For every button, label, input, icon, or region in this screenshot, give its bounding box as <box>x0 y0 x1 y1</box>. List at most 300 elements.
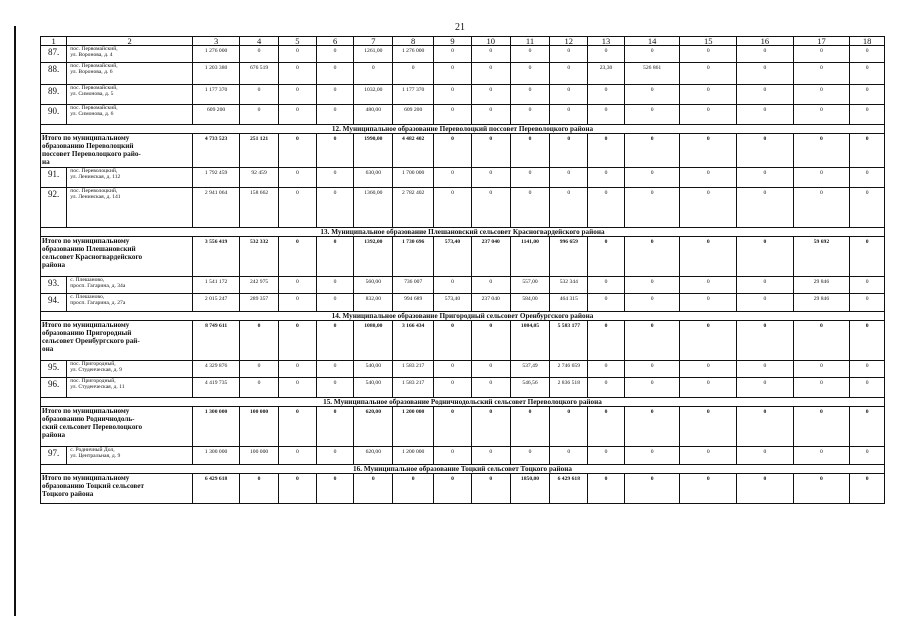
table-cell: 0 <box>316 63 354 85</box>
table-cell: 0 <box>793 378 850 398</box>
table-cell: 0 <box>850 168 885 188</box>
table-cell: 0 <box>278 85 316 105</box>
table-cell: 0 <box>588 321 625 361</box>
table-cell: 1850,00 <box>510 474 550 504</box>
table-cell: 0 <box>316 85 354 105</box>
table-cell: 0 <box>793 85 850 105</box>
table-cell: 0 <box>550 188 588 228</box>
address-cell <box>67 447 193 465</box>
address-cell <box>67 277 193 294</box>
table-cell: 0 <box>850 407 885 447</box>
table-cell: 526 861 <box>624 63 680 85</box>
table-cell: 0 <box>550 447 588 465</box>
table-cell: 242 975 <box>240 277 279 294</box>
address-line: ул. Центральная, д. 9 <box>70 453 121 460</box>
table-cell: 0 <box>850 474 885 504</box>
column-header: 5 <box>278 37 316 46</box>
table-cell: 3 556 419 <box>193 237 240 277</box>
table-cell: 0 <box>793 168 850 188</box>
table-cell: 0 <box>793 361 850 378</box>
table-cell: 0 <box>471 85 510 105</box>
table-cell: 0 <box>737 105 794 125</box>
column-header: 7 <box>354 37 393 46</box>
table-cell: 1 583 217 <box>393 361 434 378</box>
table-cell: 0 <box>278 294 316 312</box>
address-line: пос. Первомайский, <box>70 46 118 52</box>
table-cell: 1084,05 <box>510 321 550 361</box>
table-cell: 0 <box>624 188 680 228</box>
table-cell: 0 <box>793 407 850 447</box>
capital-repair-table <box>40 36 885 504</box>
table-cell: 0 <box>680 277 737 294</box>
table-cell: 0 <box>278 105 316 125</box>
table-cell: 1 300 000 <box>193 447 240 465</box>
table-cell: 0 <box>316 168 354 188</box>
address-cell <box>67 63 193 85</box>
column-header: 2 <box>67 37 193 46</box>
table-cell: 23,30 <box>588 63 625 85</box>
table-row <box>41 188 885 228</box>
table-cell: 5 583 177 <box>550 321 588 361</box>
total-label-line: образованию Тоцкий сельсовет <box>42 482 145 490</box>
table-cell: 0 <box>737 188 794 228</box>
table-cell: 0 <box>316 474 354 504</box>
table-cell: 0 <box>624 361 680 378</box>
table-cell: 0 <box>737 63 794 85</box>
table-row <box>41 294 885 312</box>
table-cell: 464 315 <box>550 294 588 312</box>
address-line: ул. Ленинская, д. 141 <box>70 194 121 201</box>
address-line: пос. Переволоцкий, <box>70 168 118 174</box>
table-cell: 0 <box>510 105 550 125</box>
table-cell: 0 <box>588 407 625 447</box>
table-cell: 0 <box>316 105 354 125</box>
table-cell: 584,00 <box>510 294 550 312</box>
table-cell: 0 <box>510 188 550 228</box>
table-cell: 0 <box>278 474 316 504</box>
table-cell: 1392,00 <box>354 237 393 277</box>
section-title: 16. Муниципальное образование Тоцкий сельсовет Тоцкого района <box>41 465 885 474</box>
table-cell: 0 <box>680 46 737 63</box>
table-cell: 0 <box>850 105 885 125</box>
column-header: 4 <box>240 37 279 46</box>
table-cell: 996 659 <box>550 237 588 277</box>
table-cell: 0 <box>471 188 510 228</box>
column-header: 16 <box>737 37 794 46</box>
table-row <box>41 168 885 188</box>
table-cell: 0 <box>793 188 850 228</box>
table-cell: 0 <box>393 63 434 85</box>
table-cell: 1 177 370 <box>193 85 240 105</box>
table-cell: 0 <box>354 63 393 85</box>
total-label-line: сельсовет Оренбургского рай- <box>42 337 140 345</box>
table-cell: 0 <box>588 277 625 294</box>
table-cell: 0 <box>434 105 472 125</box>
table-cell: 0 <box>240 378 279 398</box>
table-cell: 0 <box>624 168 680 188</box>
table-cell: 0 <box>737 378 794 398</box>
total-label-line: Итого по муниципальному <box>42 407 130 415</box>
table-cell: 0 <box>624 378 680 398</box>
column-header: 15 <box>680 37 737 46</box>
table-row <box>41 63 885 85</box>
table-cell: 1990,00 <box>354 134 393 168</box>
table-cell: 0 <box>316 134 354 168</box>
table-cell: 0 <box>434 474 472 504</box>
table-cell: 0 <box>240 361 279 378</box>
table-cell: 0 <box>850 277 885 294</box>
table-cell: 0 <box>278 378 316 398</box>
column-header: 14 <box>624 37 680 46</box>
address-line: ул. Воронова, д. 6 <box>70 69 113 76</box>
address-line: пос. Первомайский, <box>70 85 118 91</box>
address-line: ул. Студенческая, д. 9 <box>70 367 122 374</box>
table-cell: 0 <box>588 105 625 125</box>
table-cell: 0 <box>550 85 588 105</box>
total-row <box>41 407 885 447</box>
total-row <box>41 321 885 361</box>
table-cell: 573,40 <box>434 237 472 277</box>
table-cell: 1 792 459 <box>193 168 240 188</box>
table-cell: 0 <box>737 447 794 465</box>
table-cell: 0 <box>510 85 550 105</box>
table-cell: 6 429 618 <box>550 474 588 504</box>
table-row <box>41 46 885 63</box>
section-row <box>41 398 885 407</box>
table-cell: 1 276 000 <box>393 46 434 63</box>
row-number: 92. <box>41 188 67 228</box>
address-line: ул. Воронова, д. 4 <box>70 52 113 59</box>
table-cell: 736 007 <box>393 277 434 294</box>
table-cell: 0 <box>316 378 354 398</box>
total-label-line: она <box>42 345 54 353</box>
table-cell: 0 <box>550 407 588 447</box>
address-line: с. Родничный Дол, <box>70 447 115 453</box>
table-cell: 0 <box>510 407 550 447</box>
table-cell: 0 <box>240 85 279 105</box>
total-label-line: поссовет Переволоцкого райо- <box>42 150 141 158</box>
table-cell: 2 015 247 <box>193 294 240 312</box>
table-cell: 29 846 <box>793 277 850 294</box>
row-number: 95. <box>41 361 67 378</box>
table-cell: 0 <box>680 447 737 465</box>
table-cell: 0 <box>588 188 625 228</box>
table-cell: 832,00 <box>354 294 393 312</box>
table-cell: 4 419 735 <box>193 378 240 398</box>
table-cell: 237 040 <box>471 294 510 312</box>
total-label-line: сельсовет Красногвардейского <box>42 253 143 261</box>
address-line: пос. Пригородный, <box>70 378 116 384</box>
table-cell: 0 <box>550 134 588 168</box>
address-line: просп. Гагарина, д. 27а <box>70 300 126 307</box>
table-cell: 0 <box>850 321 885 361</box>
table-cell: 0 <box>588 361 625 378</box>
column-header: 13 <box>588 37 625 46</box>
table-cell: 1 583 217 <box>393 378 434 398</box>
column-header: 6 <box>316 37 354 46</box>
section-row <box>41 228 885 237</box>
address-line: пос. Первомайский, <box>70 105 118 111</box>
table-cell: 0 <box>737 168 794 188</box>
row-number: 96. <box>41 378 67 398</box>
table-cell: 0 <box>588 294 625 312</box>
table-cell: 0 <box>510 447 550 465</box>
table-cell: 0 <box>850 188 885 228</box>
table-cell: 0 <box>850 85 885 105</box>
table-cell: 1 276 000 <box>193 46 240 63</box>
table-cell: 0 <box>316 277 354 294</box>
table-row <box>41 105 885 125</box>
table-cell: 0 <box>793 321 850 361</box>
table-cell: 0 <box>550 105 588 125</box>
table-cell: 0 <box>278 188 316 228</box>
row-number: 90. <box>41 105 67 125</box>
table-cell: 2 782 402 <box>393 188 434 228</box>
table-cell: 0 <box>793 447 850 465</box>
table-cell: 0 <box>434 168 472 188</box>
total-label <box>41 407 193 447</box>
table-cell: 0 <box>510 168 550 188</box>
table-cell: 0 <box>793 46 850 63</box>
table-cell: 0 <box>471 361 510 378</box>
table-cell: 540,00 <box>354 378 393 398</box>
table-cell: 0 <box>471 105 510 125</box>
total-label-line: Тоцкого района <box>42 490 94 498</box>
table-cell: 0 <box>680 85 737 105</box>
table-cell: 0 <box>737 237 794 277</box>
table-cell: 6 429 618 <box>193 474 240 504</box>
table-cell: 557,00 <box>510 277 550 294</box>
table-cell: 1080,00 <box>354 321 393 361</box>
table-cell: 0 <box>434 361 472 378</box>
column-header: 8 <box>393 37 434 46</box>
table-cell: 3 166 434 <box>393 321 434 361</box>
address-cell <box>67 188 193 228</box>
table-cell: 0 <box>850 237 885 277</box>
table-cell: 0 <box>471 321 510 361</box>
table-cell: 0 <box>471 474 510 504</box>
table-cell: 0 <box>588 134 625 168</box>
table-cell: 0 <box>624 474 680 504</box>
table-cell: 8 749 611 <box>193 321 240 361</box>
table-cell: 0 <box>278 407 316 447</box>
table-cell: 0 <box>434 46 472 63</box>
table-cell: 0 <box>850 294 885 312</box>
table-cell: 0 <box>434 378 472 398</box>
table-cell: 0 <box>737 134 794 168</box>
table-cell: 0 <box>624 277 680 294</box>
table-cell: 0 <box>737 407 794 447</box>
table-cell: 0 <box>737 321 794 361</box>
row-number: 93. <box>41 277 67 294</box>
table-cell: 0 <box>680 188 737 228</box>
table-cell: 1 200 000 <box>393 447 434 465</box>
table-cell: 0 <box>624 134 680 168</box>
address-cell <box>67 361 193 378</box>
table-cell: 1 300 000 <box>193 407 240 447</box>
address-cell <box>67 46 193 63</box>
table-cell: 0 <box>624 407 680 447</box>
table-cell: 0 <box>278 237 316 277</box>
total-label-line: Итого по муниципальному <box>42 237 130 245</box>
table-cell: 0 <box>588 168 625 188</box>
total-label-line: образованию Плешановский <box>42 245 136 253</box>
table-cell: 1 541 172 <box>193 277 240 294</box>
table-cell: 540,00 <box>354 361 393 378</box>
column-header: 1 <box>41 37 67 46</box>
total-label-line: образованию Родничнодоль- <box>42 415 135 423</box>
table-cell: 0 <box>434 85 472 105</box>
table-cell: 0 <box>624 447 680 465</box>
table-cell: 0 <box>737 46 794 63</box>
table-cell: 0 <box>510 63 550 85</box>
table-cell: 0 <box>471 447 510 465</box>
table-cell: 0 <box>471 407 510 447</box>
table-cell: 0 <box>624 294 680 312</box>
table-cell: 0 <box>680 361 737 378</box>
table-cell: 0 <box>680 407 737 447</box>
total-row <box>41 237 885 277</box>
table-cell: 0 <box>434 63 472 85</box>
address-line: с. Плешаново, <box>70 294 105 300</box>
total-label-line: образованию Переволоцкий <box>42 142 134 150</box>
table-cell: 1032,00 <box>354 85 393 105</box>
total-label-line: на <box>42 158 50 166</box>
address-line: пос. Пригородный, <box>70 361 116 367</box>
table-cell: 0 <box>316 188 354 228</box>
total-label-line: района <box>42 261 66 269</box>
table-cell: 0 <box>680 378 737 398</box>
table-cell: 532 332 <box>240 237 279 277</box>
table-cell: 1 700 000 <box>393 168 434 188</box>
column-header: 3 <box>193 37 240 46</box>
table-cell: 0 <box>434 321 472 361</box>
section-row <box>41 312 885 321</box>
table-cell: 0 <box>316 447 354 465</box>
address-line: пос. Первомайский, <box>70 63 118 69</box>
table-cell: 0 <box>850 447 885 465</box>
table-cell: 0 <box>680 321 737 361</box>
table-cell: 1 200 000 <box>393 407 434 447</box>
section-title: 12. Муниципальное образование Переволоцкий поссовет Переволоцкого района <box>41 125 885 134</box>
row-number: 94. <box>41 294 67 312</box>
table-cell: 4 329 876 <box>193 361 240 378</box>
table-cell: 1141,00 <box>510 237 550 277</box>
table-cell: 0 <box>680 105 737 125</box>
table-cell: 0 <box>354 474 393 504</box>
table-row <box>41 85 885 105</box>
table-cell: 158 662 <box>240 188 279 228</box>
table-cell: 2 941 064 <box>193 188 240 228</box>
total-label <box>41 237 193 277</box>
table-cell: 1 203 380 <box>193 63 240 85</box>
table-cell: 630,00 <box>354 168 393 188</box>
table-cell: 0 <box>510 46 550 63</box>
table-cell: 0 <box>471 46 510 63</box>
table-cell: 0 <box>240 105 279 125</box>
table-cell: 0 <box>850 134 885 168</box>
table-cell: 2 746 659 <box>550 361 588 378</box>
table-cell: 1261,00 <box>354 46 393 63</box>
table-cell: 1 730 696 <box>393 237 434 277</box>
table-cell: 0 <box>588 237 625 277</box>
row-number: 88. <box>41 63 67 85</box>
total-label-line: ский сельсовет Переволоцкого <box>42 423 143 431</box>
table-body <box>41 37 885 504</box>
row-number: 87. <box>41 46 67 63</box>
address-line: ул. Ленинская, д. 112 <box>70 174 121 181</box>
table-cell: 480,00 <box>354 105 393 125</box>
table-cell: 0 <box>278 277 316 294</box>
table-cell: 0 <box>550 168 588 188</box>
total-row <box>41 134 885 168</box>
table-cell: 0 <box>624 321 680 361</box>
total-label <box>41 134 193 168</box>
table-cell: 0 <box>240 321 279 361</box>
column-header: 12 <box>550 37 588 46</box>
table-cell: 532 344 <box>550 277 588 294</box>
table-cell: 0 <box>850 361 885 378</box>
table-cell: 0 <box>316 237 354 277</box>
table-cell: 0 <box>316 407 354 447</box>
table-cell: 0 <box>793 105 850 125</box>
table-cell: 609 200 <box>193 105 240 125</box>
table-cell: 546,56 <box>510 378 550 398</box>
table-cell: 289 357 <box>240 294 279 312</box>
table-cell: 1 177 370 <box>393 85 434 105</box>
table-cell: 0 <box>588 447 625 465</box>
table-cell: 0 <box>588 46 625 63</box>
table-cell: 620,00 <box>354 407 393 447</box>
address-cell <box>67 105 193 125</box>
table-cell: 0 <box>471 168 510 188</box>
table-cell: 0 <box>737 294 794 312</box>
table-cell: 0 <box>680 134 737 168</box>
table-cell: 0 <box>434 188 472 228</box>
table-cell: 0 <box>680 63 737 85</box>
address-line: с. Плешаново, <box>70 277 105 283</box>
table-cell: 251 121 <box>240 134 279 168</box>
column-header: 10 <box>471 37 510 46</box>
table-cell: 0 <box>240 474 279 504</box>
total-label <box>41 321 193 361</box>
table-row <box>41 378 885 398</box>
table-cell: 0 <box>624 85 680 105</box>
section-title: 15. Муниципальное образование Родничнодольский сельсовет Переволоцкого района <box>41 398 885 407</box>
total-label <box>41 474 193 504</box>
column-header: 9 <box>434 37 472 46</box>
table-row <box>41 447 885 465</box>
address-cell <box>67 378 193 398</box>
table-cell: 0 <box>680 294 737 312</box>
address-line: пос. Переволоцкий, <box>70 188 118 194</box>
table-cell: 4 733 523 <box>193 134 240 168</box>
table-cell: 0 <box>510 134 550 168</box>
table-cell: 0 <box>434 134 472 168</box>
address-cell <box>67 85 193 105</box>
total-label-line: Итого по муниципальному <box>42 474 130 482</box>
table-row <box>41 277 885 294</box>
row-number: 89. <box>41 85 67 105</box>
table-cell: 100 000 <box>240 447 279 465</box>
table-cell: 0 <box>278 361 316 378</box>
table-cell: 0 <box>316 294 354 312</box>
total-label-line: образованию Пригородный <box>42 329 132 337</box>
table-cell: 0 <box>240 46 279 63</box>
table-cell: 0 <box>624 237 680 277</box>
table-cell: 0 <box>737 85 794 105</box>
table-cell: 1360,00 <box>354 188 393 228</box>
